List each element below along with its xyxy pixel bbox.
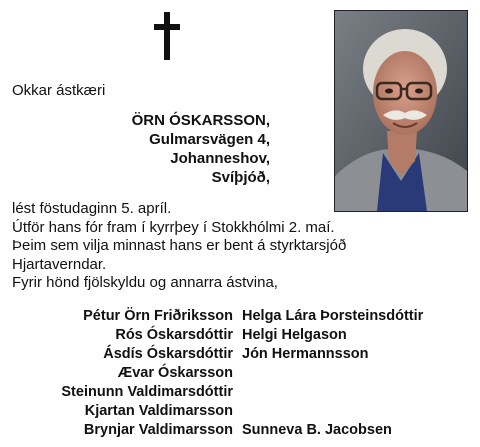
body-line: lést föstudaginn 5. apríl. [12, 200, 172, 217]
signer-name: Brynjar Valdimarsson [83, 422, 233, 438]
deceased-block [60, 111, 270, 187]
signers-left-column [10, 307, 233, 440]
signers-right-column [242, 307, 423, 440]
signer-partner [242, 383, 423, 402]
signer-name: Ásdís Óskarsdóttir [103, 346, 233, 362]
signer-name: Rós Óskarsdóttir [115, 327, 233, 343]
signer-partner: Sunneva B. Jacobsen [242, 422, 392, 438]
signer-partner: Helga Lára Þorsteinsdóttir [242, 308, 424, 324]
signer-name: Ævar Óskarsson [117, 365, 233, 381]
deceased-name: ÖRN ÓSKARSSON, [131, 112, 270, 129]
intro-text: Okkar ástkæri [12, 82, 106, 99]
portrait-photo [334, 10, 468, 212]
body-line: Fyrir hönd fjölskyldu og annarra ástvina, [12, 274, 278, 291]
address-city: Johanneshov, [170, 150, 270, 167]
signer-name: Pétur Örn Friðriksson [83, 308, 233, 324]
signer-partner: Helgi Helgason [242, 327, 347, 343]
address-street: Gulmarsvägen 4, [149, 131, 270, 148]
signer-name: Steinunn Valdimarsdóttir [61, 384, 233, 400]
body-line: Hjartaverndar. [12, 255, 107, 273]
signer-name: Kjartan Valdimarsson [84, 403, 233, 419]
signer-partner [242, 402, 423, 421]
signer-partner: Jón Hermannsson [242, 346, 369, 362]
cross-icon [152, 12, 182, 60]
address-country: Svíþjóð, [211, 169, 270, 186]
announcement-body [12, 200, 346, 293]
body-line: Þeim sem vilja minnast hans er bent á styrktarsjóð [12, 237, 347, 254]
signer-partner [242, 364, 423, 383]
body-line: Útför hans fór fram í kyrrþey í Stokkhólmi 2. maí. [12, 218, 335, 236]
